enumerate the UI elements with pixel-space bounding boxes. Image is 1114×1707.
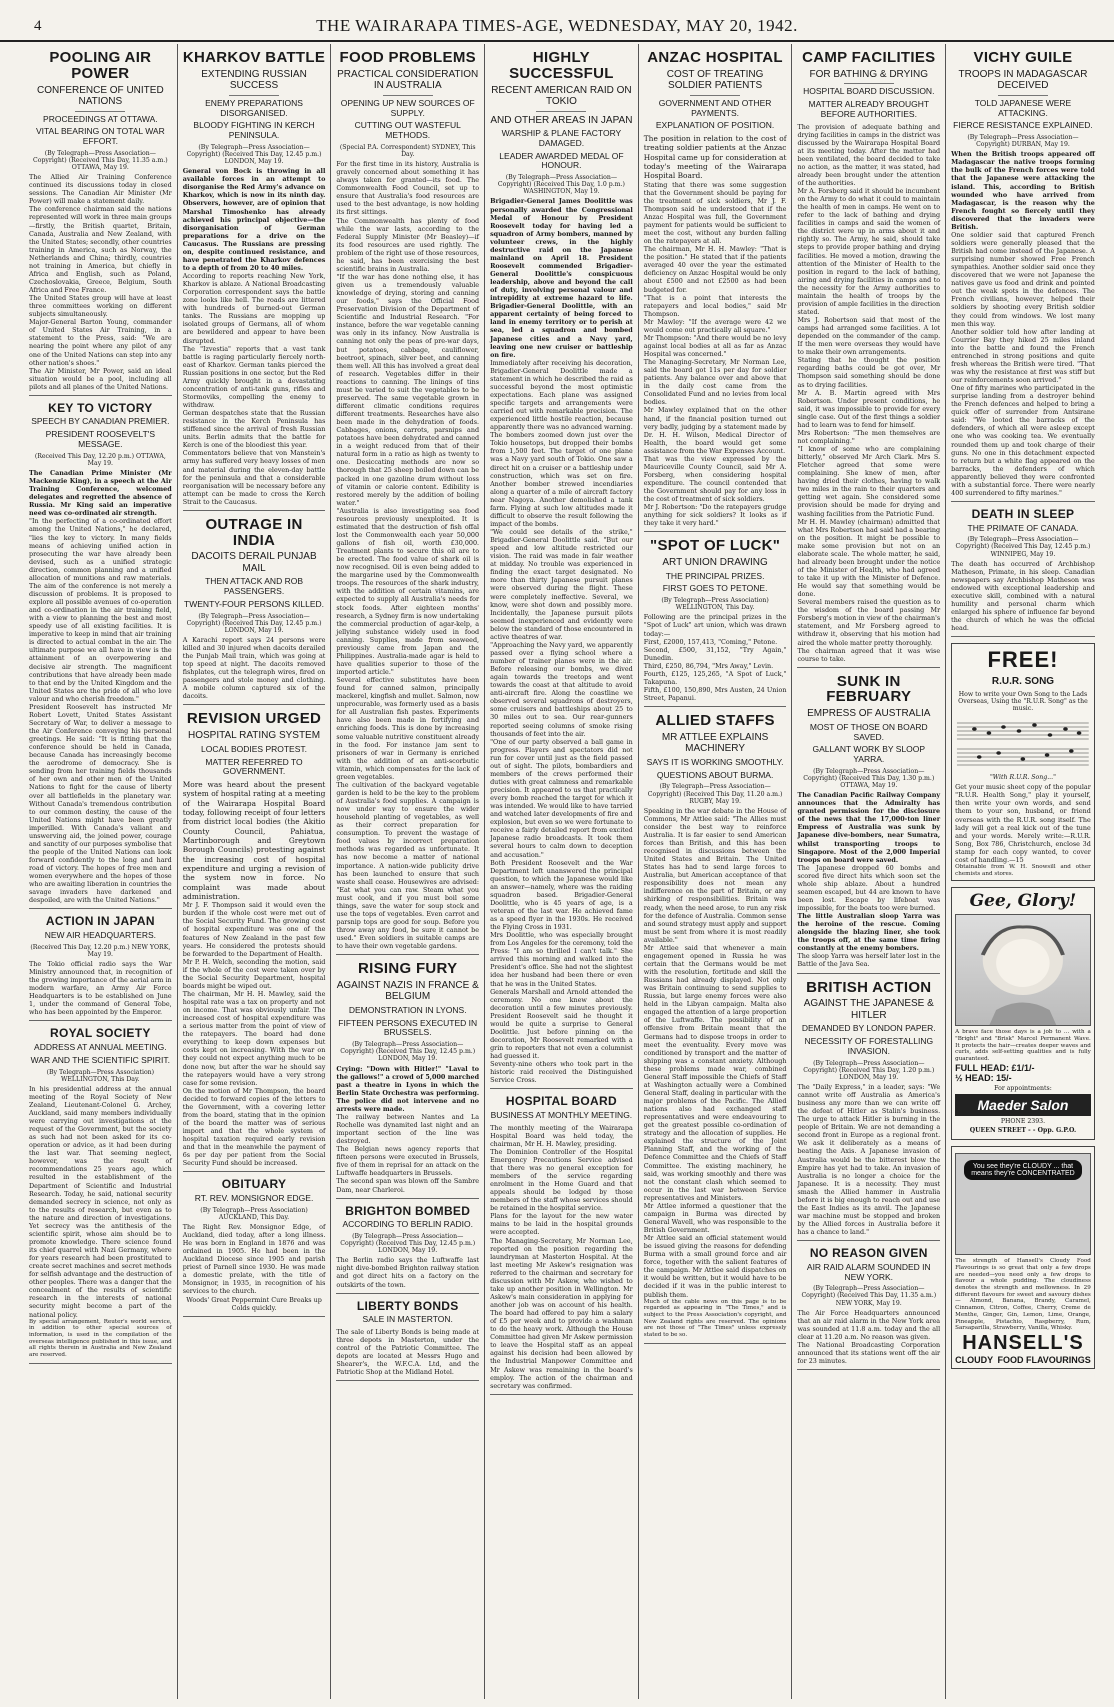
subhead: SPEECH BY CANADIAN PREMIER.: [31, 416, 170, 427]
masthead-title: THE WAIRARAPA TIMES-AGE, WEDNESDAY, MAY 20, 1942.: [316, 16, 798, 35]
subhead: SALE IN MASTERTON.: [362, 1314, 453, 1325]
subhead: LOCAL BODIES PROTEST.: [201, 743, 308, 754]
headline: FOOD PROBLEMS: [339, 49, 476, 66]
speech-bubble: You see they're CLOUDY ... that means they're CONCENTRATED: [964, 1160, 1082, 1180]
headline: RISING FURY: [358, 960, 458, 978]
paragraph: "Approaching the Navy yard, we apparently passed over a flying school where a number of trainer planes were in the air. Before releasing our bombs, we dived again towards the treetops and went towards the coast at that altitude to avoid anti-aircraft fire. Along the coastline we observed several squadrons of destroyers, some cruisers and battleships about 25 to 30 miles out to sea. Our rear-gunners reported seeing columns of smoke rising thousands of feet into the air.: [490, 640, 633, 738]
subhead: AGAINST THE JAPANESE & HITLER: [803, 998, 934, 1021]
article-pooling-air-power: [29, 50, 172, 396]
subhead: FIRST GOES TO PETONE.: [662, 583, 768, 594]
article-sunk-in-february: [797, 674, 940, 974]
paragraph: The railway between Nantes and La Rochelle was dynamited last night and an important section of the line was destroyed.: [336, 1112, 480, 1146]
woman-portrait-image: [955, 914, 1091, 1026]
paragraph: The Belgian news agency reports that fifteen persons were executed in Brussels, five of them in reprisal for an attack on the Luftwaffe headquarters in Brussels.: [336, 1145, 480, 1178]
column-2: [178, 44, 332, 1699]
dateline: (By Telegraph—Press Association—Copyright) (Received This Day, 1.30 p.m.) OTTAWA, May 19.: [803, 767, 935, 790]
paragraph: Seventy-nine others who took part in the historic raid received the Distinguished Service Cross.: [490, 1060, 633, 1085]
dateline: (By Telegraph—Press Association—Copyright) (Received This Day, 1.0 p.m.) WASHINGTON, May 19.: [497, 174, 625, 196]
paragraph: The Allied Air Training Conference continued its discussions today in closed sessions. The Canadian Air Minister (Mr Power) will make a statement daily.: [29, 173, 172, 206]
subhead: WARSHIP & PLANE FACTORY DAMAGED.: [501, 128, 622, 148]
headline: "SPOT OF LUCK": [650, 537, 781, 555]
advert-script-heading: Gee, Glory!: [969, 891, 1077, 912]
subhead: RECENT AMERICAN RAID ON TOKIO: [491, 84, 632, 107]
paragraph: Mrs Doolittle, who was especially brought from Los Angeles for the ceremony, told the Press: "I am so thrilled I can't talk." She arrived this morning and walked into the President's office. She had not the slightest idea her husband had been there or even that he was in the United States.: [490, 931, 633, 988]
paragraph: According to reports reaching New York, Kharkov is ablaze. A National Broadcasting Corporation correspondent says the battle zone looks like hell. The roads are littered with hundreds of burned-out German tanks. The Russians are mopping up isolated groups of Germans, all of whom are bewildered and appear to have been disrupted.: [182, 272, 326, 345]
paragraph: The chairman, Mr H. H. Mawley, said the hospital rate was a tax on property and not on income. That was obviously unfair. The increased cost of hospital expenditure was a serious matter from the point of view of the ratepayers. The board had done everything to keep down expenses but costs kept on increasing. With the war on they could not expect anything much to be done now, but after the war he should say the ratepayers would have a very strong case for some revision.: [182, 989, 326, 1087]
paragraph: The Berlin radio says the Luftwaffe last night dive-bombed Brighton railway station and got direct hits on a factory on the outskirts of the town.: [336, 1256, 480, 1289]
paragraph: Mrs J. Robertson said that most of the camps had arranged some facilities. A lot depended on the commander of the camp. If the men were overseas they would have to make their own arrangements.: [797, 316, 941, 357]
paragraph: The Air Minister, Mr Power, said an ideal situation would be a pool, including all pilots and all planes of the United Nations.: [29, 366, 172, 391]
paragraph: The chairman, Mr H. H. Mawley: "That is the position." He stated that if the patients averaged 40 over the year the estimated deficiency on Anzac Hospital would be only about £500 and not £2500 as had been budgeted for.: [643, 245, 787, 294]
article-spot-of-luck: [644, 538, 787, 707]
prize-line: Second, £500, 31,152, "Try Again," Dunedin.: [643, 645, 787, 662]
paragraph: Stating that he thought the position regarding baths could be got over, Mr Thompson said something should be done as to drying facilities.: [797, 356, 941, 389]
paragraph: The Right Rev. Monsignor Edge, of Auckland, died today, after a long illness. He was born in England in 1876 and was ordained in 1905. He had been in the Auckland Diocese since 1905 and parish priest of Parnell since 1930. He was made a domestic prelate, with the title of Monsignor, in 1935, in recognition of his services to the church.: [182, 1222, 326, 1296]
paragraph: The cultivation of the backyard vegetable garden is held to be the key to the problem of Australia's food supplies. A campaign is now under way to ensure the wider household planting of vegetables, as well as their correct preparation for consumption. To prevent the wastage of food values by incorrect preparation methods was regarded as unfortunate. It has now become a matter of national importance. A nation-wide publicity drive has been launched to ensure that such waste shall cease. Housewives are advised: "Eat what you can raw. Steam what you must cook, and if you must boil some things, save the water for soup stock and use the tops of vegetables. Even carrot and parsnip tops are good for soup. Before you throw away any food, be sure it cannot be used." Even soldiers in suitable camps are to have their own vegetable gardens.: [336, 780, 480, 951]
subhead: HOSPITAL RATING SYSTEM: [188, 730, 321, 742]
headline: HIGHLY SUCCESSFUL: [509, 49, 614, 82]
dateline: (Special P.A. Correspondent) SYDNEY, This Day.: [339, 143, 476, 158]
prize-line: Third, £250, 86,794, "Mrs Away," Levin.: [643, 661, 774, 670]
paragraph: Mr Mawley explained that on the other hand, if the financial position turned out very badly, judging by a statement made by Dr. H. H. Wilson, Medical Director of Health, the board would get some assistance from the War Expenses Account.: [643, 406, 787, 455]
article-rising-fury: [336, 961, 479, 1198]
paragraph: The sloop Yarra was herself later lost in the Battle of the Java Sea.: [797, 952, 941, 969]
article-liberty-bonds: [336, 1300, 479, 1382]
paragraph: The Managing-Secretary, Mr Norman Lee, reported on the position regarding the laundryman at Masterton Hospital. At the last meeting Mr Askew's resignation was referred to the chairman and secretary for discussion with Mr Askew, who wished to take up another position in Wellington. Mr Askew's main consideration in applying for another job was on account of his health. The board had offered to pay him a salary of £5 per week and to provide a washman to do the heavy work. Although the House Committee had given Mr Askew permission to leave the Hospital staff as an appeal against his decision had been allowed by the Industrial Manpower Committee and Mr Askew was remaining in the board's employ. The action of the chairman and secretary was confirmed.: [490, 1236, 633, 1390]
paragraph: The Canadian Prime Minister (Mr Mackenzie King), in a speech at the Air Training Conference, welcomed delegates and regretted the absence of Russia. Mr King said an imperative need was co-ordinated air strength.: [29, 469, 172, 518]
brand-tag-flavourings: FOOD FLAVOURINGS: [997, 1354, 1091, 1365]
paragraph: Another soldier told how after landing at Courrier Bay they hiked 25 miles inland into the battle and found the French entrenched in strong positions and quite fresh whereas the British were tired. "That was why the resistance at first was stiff but our reinforcements soon arrived.": [951, 327, 1095, 385]
salon-phone: PHONE 2393.: [1000, 1117, 1046, 1125]
paragraph: That was the view expressed by the Mauriceville County Council, said Mr A. Forsberg, when considering hospital expenditure. The council contended that the Government should pay for any loss in the cost of treatment of sick soldiers.: [643, 454, 787, 504]
paragraph: Mr Mawley: "If the average were 42 we would come out practically all square.": [643, 317, 787, 334]
subhead: EXTENDING RUSSIAN SUCCESS: [201, 68, 307, 92]
prize-line: Fourth, £125, 125,265, "A Spot of Luck," Takapuna.: [643, 669, 787, 686]
paragraph: The conference chairman said the nations represented will work in three main groups—firstly, the British quartet, Britain, Canada, Australia and New Zealand, with the United States; secondly, other countries training in America, such as Norway, the Netherlands and China; thirdly, countries not training in America, but chiefly in Africa and English, such as Poland, Czechoslovakia, Greece, Belgium, South Africa and Free France.: [29, 205, 172, 295]
dateline: (By Telegraph—Press Association—Copyright) (Received This Day, 12.45 p.m.) WINNIPEG, May 19.: [955, 536, 1091, 558]
headline: POOLING AIR POWER: [49, 49, 152, 82]
headline: BRIGHTON BOMBED: [345, 1203, 471, 1218]
paragraph: The United States group will have at least three committees working on different subjects simultaneously.: [29, 294, 172, 319]
paragraph: "That is a point that interests the ratepayers and local bodies," said Mr Thompson.: [643, 293, 787, 318]
subhead: ART UNION DRAWING: [662, 557, 768, 569]
paragraph: The National Broadcasting Corporation announced that its stations went off the air for 23 minutes.: [797, 1340, 941, 1366]
subhead: TROOPS IN MADAGASCAR DECEIVED: [958, 68, 1088, 92]
article-outrage-in-india: [183, 517, 326, 706]
article-allied-staffs: [644, 713, 787, 1344]
subhead: ACCORDING TO BERLIN RADIO.: [342, 1219, 473, 1230]
headline: KEY TO VICTORY: [48, 400, 153, 415]
headline: OBITUARY: [221, 1177, 287, 1192]
paragraph: The chairman agreed that it was wise course to take.: [797, 646, 941, 663]
advert-maeder-salon: [951, 887, 1095, 1140]
paragraph: Plans for the layout for the new water mains to be laid in the hospital grounds were accepted.: [490, 1212, 633, 1237]
headline: ACTION IN JAPAN: [45, 914, 155, 929]
article-anzac-hospital: [644, 50, 787, 532]
salon-name: Maeder Salon: [955, 1094, 1091, 1116]
article-death-in-sleep: [951, 508, 1095, 637]
paragraph: For the first time in its history, Australia is gravely concerned about something it has always taken for granted—its food. The Commonwealth Food Council, set up to ensure that Australia's food resources are used to the best advantage, is now holding its first sittings.: [336, 160, 480, 217]
paragraph: "In the perfecting of a co-ordinated effort among the United Nations," he declared, "lies the key to victory. In many fields means of achieving unified action in prosecuting the war have already been devised, such as a unified strategic direction, common planning and a unified allocation of munitions and raw materials. The aim of the conference is not merely a discussion of problems. It is proposed to explore all possible avenues of co-operation and co-ordination in the air training field, with a view to planning the best and most speedy use of all existing facilities. It is imperative to keep in mind that air training is directed to actual combat in the air. The ultimate purpose we all have in view is the attainment of an overpowering and decisive air strength. The magnificent contributions that have already been made to that end by the United Kingdom and the United States are the pride of all who love valour and who cherish freedom.": [29, 517, 172, 703]
article-food-problems: [336, 50, 479, 955]
dateline: (Received This Day, 12.20 p.m.) OTTAWA, May 19.: [34, 452, 166, 467]
column-3: [331, 44, 485, 1699]
subhead: QUESTIONS ABOUT BURMA.: [656, 769, 774, 780]
article-no-reason-given: [797, 1247, 940, 1370]
subhead: MATTER ALREADY BROUGHT BEFORE AUTHORITIES.: [808, 99, 930, 119]
subhead: EXPLANATION OF POSITION.: [655, 120, 775, 131]
prize-line: Fifth, £100, 150,890, Mrs Austen, 24 Union Street, Papanui.: [643, 685, 787, 703]
advert-note: For appointments:: [994, 1084, 1052, 1092]
subhead: TOLD JAPANESE WERE ATTACKING.: [974, 97, 1072, 118]
paragraph: The second span was blown off the Sambre Dam, near Charleroi.: [336, 1177, 480, 1194]
headline: BRITISH ACTION: [806, 978, 932, 996]
dateline: (By Telegraph—Press Association—Copyright) (Received This Day, 1.20 p.m.) LONDON, May 19.: [803, 1059, 935, 1081]
cook-illustration-image: [955, 1153, 1091, 1255]
subhead: CONFERENCE OF UNITED NATIONS: [37, 84, 164, 107]
paragraph: "Australia is also investigating sea food resources previously unexploited. It is estimated that the destruction of fish offal lost the Commonwealth each year 50,000 gallons of fish oil, worth £30,000. Treatment plants to secure this oil are to be erected. The food value of shark oil is now recognised. Oil is even being added to the margarine used by the Commonwealth troops. The resources of the shark industry, with the addition of certain vitamins, are expected to supply all Australia's needs for stock foods. After eighteen months' research, a Sydney firm is now undertaking the commercial production of agar-kelp, a jellying substance widely used in food canning. Supplies, made from seaweed, previously came from Japan and the Philippines. Australia-made agar is held to have qualities superior to those of the imported article.": [336, 506, 480, 676]
paragraph: On the motion of Mr Thompson, the board decided to forward copies of the letters to the Government, with a covering letter from the board, stating that in the opinion of the board the matter was of serious import and that the whole system of hospital taxation required early revision and that in the meanwhile the payment of 6s per day per patient from the Social Security Fund should be increased.: [182, 1086, 326, 1168]
subhead: FIFTEEN PERSONS EXECUTED IN BRUSSELS.: [338, 1017, 478, 1038]
price-half: ½ HEAD: 15/-: [955, 1072, 1012, 1083]
paragraph: "One of our party observed a ball game in progress. Players and spectators did not run for cover until just as the field passed out of sight. The pilots, bombardiers and members of the crews performed their duties with great calmness and remarkable precision. It appeared to us that practically every bomb reached the target for which it was intended. We would like to have tarried and watched later developments of fire and explosion, but even so we were fortunate to receive a fairly detailed report from excited Japanese radio broadcasts. It took them several hours to calm down to deception and accusation.": [490, 737, 633, 859]
paragraph: Immediately after receiving his decoration, Brigadier-General Doolittle made a statement in which he described the raid as successful beyond the most optimistic expectations. Each plane was assigned specific targets and arrangements were carried out with remarkable precision. The experienced little hostile reaction, because apparently there was no advanced warning. The bombers zoomed down just over the Tokio housetops, but dropped their bombs from 1,500 feet. The target of one plane was a Navy yard south of Tokio. One saw a direct hit on a cruiser or a battleship under construction, which was set on fire. Another bomber strewed incendiaries along a quarter of a mile of aircraft factory near Nagoya. Another demolished a tank farm. Flying at such low altitudes made it difficult to observe the result following the impact of the bombs.: [490, 358, 633, 528]
column-5: [639, 44, 793, 1699]
paragraph: "We could see details of the strike," Brigadier-General Doolittle said. "But our speed and low altitude restricted our vision. The raid was made in fair weather at midday. No trouble was experienced in finding the exact target designated. No more than thirty Japanese pursuit planes were observed during the flight. These were completely ineffective. Several, we know, were shot down and possibly more. Incidentally, the Japanese pursuit pilots seemed inexperienced and evidently were below the standard of those encountered in active theatres of war.: [490, 528, 633, 641]
paragraph: The sale of Liberty Bonds is being made at three depots in Masterton, under the control of the Patriotic Committee. The depots are located at Messrs Hugo and Shearer's, the W.F.C.A. Ltd, and the Patriotic Shop at the Midland Hotel.: [336, 1327, 480, 1377]
paragraph: Mr A. Forsberg said it should be incumbent on the Army to do what it could to maintain the health of men in camps. He went on to refer to the lack of bathing and drying facilities in camps and said the women of the district were up in arms about it and rightly so. The Army, he said, should take steps to provide proper bathing and drying facilities. He moved a motion, drawing the attention of the Minister of Health to the position in regard to the lack of bathing, airing and drying facilities in camps and to the necessity for the Army authorities to maintain the health of troops by the provision of ample facilities in the direction stated.: [797, 187, 941, 316]
paragraph: One of fifty marines who participated in the surprise landing from a destroyer behind the French defences and helped to bring a quick offer of surrender from Antsirane said: "We looted the barracks of the defenders, of which all were asleep except one who was cooking tea. We eventually rounded them up and took charge of their guns. No one in this detachment expected to return but a white flag appeared on the barracks, the defenders of which apparently believed they were confronted with a substantial force. There were nearly 400 surrendered to fifty marines.": [951, 384, 1095, 497]
paragraph: Brigadier-General James Doolittle was personally awarded the Congressional Medal of Honour by President Roosevelt today for having led a squadron of Army bombers, manned by volunteer crews, in the highly destructive raid on the Japanese mainland on April 18. President Roosevelt commended Brigadier-General Doolittle's conspicuous leadership, above and beyond the call of duty, involving personal valour and intrepidity at extreme hazard to life. Brigadier-General Doolittle, with an apparent certainty of being forced to land in enemy territory or to perish at sea, led a squadron and bombed Japanese cities and a Navy yard, leaving one new cruiser or battleship on fire.: [490, 197, 633, 359]
paragraph: Major-General Barton Young, commander of United States Air Training, in a statement to the Press, said: "We are nearing the point where any pilot of any one of the United Nations can step into any other nation's shoes.": [29, 318, 172, 367]
headline: ANZAC HOSPITAL: [647, 49, 783, 66]
paragraph: "I know of some who are complaining bitterly," observed Mr Arch Clark. Mrs S. Fletcher agreed that some were complaining. She knew of men, after having dried their clothes, having to walk two miles in the rain to their quarters and getting wet again. She considered some provision should be made for drying and washing facilities from the Patriotic Fund.: [797, 445, 941, 518]
subhead: NEW AIR HEADQUARTERS.: [44, 929, 156, 940]
subhead: THE PRIMATE OF CANADA.: [967, 522, 1079, 533]
subhead: ADDRESS AT ANNUAL MEETING.: [34, 1042, 167, 1053]
subhead: DACOITS DERAIL PUNJAB MAIL: [191, 551, 317, 574]
brand-tag-cloudy: CLOUDY: [955, 1354, 994, 1365]
paragraph: Mr A. B. Martin agreed with Mrs Robertson. Under present conditions, he said, it was impossible to provide for every single case. Out of the first things a soldier had to learn was to fend for himself.: [797, 388, 941, 429]
headline: KHARKOV BATTLE: [182, 49, 326, 66]
subhead: AGAINST NAZIS IN FRANCE & BELGIUM: [336, 979, 479, 1003]
paragraph: Stating that there was some suggestion that the Government should be paying for the treatment of sick soldiers, Mr J. F. Thompson said he understood that if the Anzac Hospital was full, the Government payment for patients would be sufficient to meet the cost, without any burden falling on the ratepayers at all.: [643, 180, 787, 246]
subhead: HOSPITAL BOARD DISCUSSION.: [803, 86, 935, 97]
paragraph: Speaking in the war debate in the House of Commons, Mr Attlee said: "The Allies must consider the best way to reinforce Australia. It is far easier to send American forces than British, and this has been recognised in discussions between the United States and Britain. The United States has had to send large forces to Australia, but American acceptance of that responsibility does not mean any indifference on the part of Britain, or any shirking of responsibilities. Britain was ready, when the need arose, to run any risk for the defence of Australia. Common sense and sound strategy must apply and support must be sent from where it is most readily available.": [643, 806, 787, 944]
dateline: (By Telegraph—Press Association—Copyright) (Received This Day, 11.35 a.m.) NEW YORK, May 19.: [801, 1285, 937, 1307]
subhead: GOVERNMENT AND OTHER PAYMENTS.: [658, 97, 772, 118]
price-full: FULL HEAD: £1/1/-: [955, 1062, 1035, 1073]
subhead: DEMANDED BY LONDON PAPER.: [801, 1023, 936, 1034]
subhead: PRESIDENT ROOSEVELT'S MESSAGE.: [45, 429, 156, 449]
headline: DEATH IN SLEEP: [971, 506, 1075, 521]
paragraph: Mr Attlee informed a questioner that the campaign in Burma was directed by General Wavell, who was responsible to the British Government.: [643, 1201, 787, 1234]
paragraph: When the British troops appeared off Madagascar the native troops forming the bulk of the French forces were told that the Japanese were attacking the island. This, according to British wounded who have arrived from Madagascar, is the reason why the French fought so fiercely until they discovered that the invaders were British.: [951, 150, 1095, 231]
advert-title: FREE!: [987, 647, 1059, 673]
headline: NO REASON GIVEN: [809, 1246, 928, 1261]
paragraph: The monthly meeting of the Wairarapa Hospital Board was held today, the chairman, Mr H. H. Mawley, presiding.: [490, 1123, 633, 1148]
brand-name: HANSELL'S: [962, 1331, 1084, 1354]
headline: HOSPITAL BOARD: [505, 1094, 617, 1109]
paragraph: General von Bock is throwing in all available forces in an attempt to disorganise the Red Army's advance on Kharkov, which is now in its ninth day. Observers, however, are of opinion that Marshal Timoshenko has already achieved his principal objective—the disorganisation of German preparations for a drive on the Caucasus. The Russians are pressing on, despite continued resistance, and have penetrated the Kharkov defences to a depth of from 20 to 40 miles.: [182, 167, 326, 272]
advert-line: Woods' Great Peppermint Cure Breaks up Colds quickly.: [186, 1295, 322, 1312]
paragraph: Mr H. H. Mawley (chairman) admitted that what Mrs Robertson had said had a bearing on the position. It might be possible to make some provision but not on an elaborate scale. The whole matter, he said, had already been brought under the notice of the Minister of Health, who had agreed to take it up with the Minister of Defence. He would say that something would be done.: [797, 517, 941, 599]
subhead: FIERCE RESISTANCE EXPLAINED.: [953, 120, 1093, 131]
subhead: ENEMY PREPARATIONS DISORGANISED.: [205, 97, 303, 118]
subhead: WAR AND THE SCIENTIFIC SPIRIT.: [30, 1054, 170, 1065]
paragraph: The "Daily Express," in a leader, says: "We cannot write off Australia as America's business any more than we can write off the defeat of Hitler as Stalin's business. The urge to attack Hitler is burning in the people of Britain. We are not demanding a second front in Europe as a regional front. We ask it deliberately as a means of beating the Axis. A Japanese invasion of Australia would be the bitterest blow the Empire has yet had to take. An invasion of Australia is no longer a choice for the Japanese. It is a necessity. They must smash the Allied hammer in Australia before it is big enough to reach out and use the East Indies as its anvil. The Japanese war machine must be stopped and broken by the Allied forces in Australia before it has a chance to land.": [797, 1082, 941, 1237]
article-camp-facilities: [797, 50, 940, 668]
subhead: THE PRINCIPAL PRIZES.: [665, 570, 765, 581]
paragraph: Mr J. Robertson: "Do the ratepayers grudge anything for sick soldiers? It looks as if they take it very hard.": [643, 503, 787, 528]
paragraph: The Commonwealth has plenty of food while the war lasts, according to the Federal Supply Minister (Mr Beasley)—if its food resources are used rightly. The problem of the right use of those resources, he said, has been exercising the best scientific brains in Australia.: [336, 216, 480, 273]
page-number: 4: [34, 18, 42, 34]
subhead: AIR RAID ALARM SOUNDED IN NEW YORK.: [806, 1261, 931, 1282]
article-key-to-victory: [29, 402, 172, 910]
paragraph: The Managing-Secretary, Mr Norman Lee, said the board got 11s per day for soldier patients. Any balance over and above that in the daily cost came from the Consolidated Fund and no levies from local bodies.: [643, 358, 787, 407]
subhead: COST OF TREATING SOLDIER PATIENTS: [666, 68, 764, 92]
footnote: By special arrangement, Reuter's world service, in addition to other special sources of information, is used in the compilation of the overseas intelligence published in this issue, and all rights therein in Australia and New Zealand are reserved.: [29, 1318, 172, 1359]
article-revision-urged: [183, 711, 326, 1172]
paragraph: The Canadian Pacific Railway Company announces that the Admiralty has granted permission for the disclosure of the news that the 17,000-ton liner Empress of Australia was sunk by Japanese dive-bombers, near Sumatra, whilst transporting troops to Singapore. Most of the 2,000 Imperial troops on board were saved.: [797, 791, 941, 864]
music-staff-image: [955, 715, 1091, 771]
headline: LIBERTY BONDS: [356, 1298, 459, 1313]
headline: OUTRAGE IN INDIA: [205, 515, 303, 549]
subhead: MATTER REFERRED TO GOVERNMENT.: [205, 756, 303, 777]
subhead: LEADER AWARDED MEDAL OF HONOUR.: [499, 150, 624, 171]
masthead: [0, 0, 1114, 42]
music-caption: "With R.U.R. Song...": [989, 774, 1056, 782]
column-4: [485, 44, 639, 1699]
paragraph: Following are the principal prizes in the "Spot of Luck" art union, which was drawn today:—: [643, 613, 787, 638]
dateline: (By Telegraph—Press Association—Copyright) (Received This Day, 12.45 p.m.) LONDON, May 19.: [186, 143, 322, 166]
paragraph: One soldier said that captured French soldiers were generally pleased that the British had come instead of the Japanese. A surprising number showed Free French sympathies. Another soldier said once they discovered that we were not Japanese the natives gave us food and drink and pointed out the weak spots in the defences. The French civilians, however, helped their soldiers by shooting every British soldier they could from windows. We lost many men this way.: [951, 230, 1095, 328]
paragraph: The Air Force Headquarters announced that an air raid alarm in the New York area was sounded at 11.8 a.m. today and the all clear at 11.20 a.m. No reason was given.: [797, 1308, 941, 1341]
dateline: (By Telegraph—Press Association) WELLINGTON, This Day.: [661, 597, 769, 612]
paragraph: In his presidential address at the annual meeting of the Royal Society of New Zealand, Lieutenant-Colonel G. Archey, Auckland, said many members individually were carrying out investigations at the request of the Government, but the society as such had not been asked for its co-operation or advice, as it had been during the last war. That seeming neglect, however, was the result of recommendations 25 years ago, which resulted in the establishment of the Department of Scientific and Industrial Research. Today, he said, national security demanded secrecy in science, not only as to the results of research, but even as to the nature and direction of investigations. Yet secrecy was the antithesis of the scientific spirit, whose aim should be to promote knowledge. There science found its chief quarrel with Nazi Germany, where for years research had been prostituted to create secret machines and secret methods for selfish advantage and the destruction of other peoples. There was a danger that the concealment of the results of scientific research in the interests of national security might become a part of the national policy.: [29, 1084, 172, 1319]
subhead: PROCEEDINGS AT OTTAWA.: [43, 113, 158, 124]
article-action-in-japan: [29, 915, 172, 1021]
column-1: [24, 44, 178, 1699]
paragraph: President Roosevelt has instructed Mr Robert Lovett, United States Assistant Secretary of War, to deliver a message to the Air Conference conveying his personal greetings. He said: "It is fitting that the conference should be held in Canada, because Canada has increasingly become the aerodrome of democracy. She is sending from her training fields thousands of her own and other men of the United Nations to fight for the cause of liberty over all battlefields in the planetary war. Without Canada's tremendous contribution to our common destiny, the cause of the United Nations might have been greatly imperilled. With Canada's valiant and unswerving aid, the joined power, courage and sanctity of our purposes symbolise that the people of the United Nations can look forward confidently to the long and hard road of victory. The hopes of free men and women everywhere and the hopes of those who are awaiting liberation in countries the savage invaders have darkened and despoiled, are with the United Nations.": [29, 702, 172, 905]
article-highly-successful: [490, 50, 633, 1089]
article-vichy-guile: [951, 50, 1095, 502]
paragraph: A Karachi report says 24 persons were killed and 30 injured when dacoits derailed the Punjab Mail train, which was going at top speed at night. The dacoits removed fishplates, cut the telegraph wires, fired on passengers and stole money and clothing. A mobile column captured six of the dacoits.: [182, 635, 326, 701]
paragraph: The Tokio official radio says the War Ministry announced that, in recognition of the growing importance of the aerial arm in modern warfare, an Army Air Force Headquarters is to be established on June 1, under the command of General Tobe, who has been appointed by the Emperor.: [29, 959, 172, 1017]
subhead: TWENTY-FOUR PERSONS KILLED.: [184, 598, 325, 609]
subhead: RT. REV. MONSIGNOR EDGE.: [194, 1192, 314, 1203]
dateline: (By Telegraph—Press Association) AUCKLAND, This Day.: [200, 1206, 308, 1221]
article-kharkov-battle: [183, 50, 326, 511]
paragraph: The Japanese dropped 60 bombs and scored five direct hits which soon set the whole ship ablaze. About a hundred seamen escaped, but 44 are known to have been lost. Escape by lifeboat was impossible, for the boats too were burned.: [797, 863, 941, 913]
dateline: (By Telegraph—Press Association—Copyright) (Received This Day, 12.45 p.m.) LONDON, May 19.: [340, 1041, 476, 1063]
dateline: (By Telegraph—Press Association—Copyright) DURBAN, May 19.: [967, 134, 1079, 149]
article-royal-society: [29, 1027, 172, 1363]
paragraph: The position in relation to the cost of treating soldier patients at the Anzac Hospital came up for consideration at today's meeting of the Wairarapa Hospital Board.: [643, 134, 787, 181]
column-7: [946, 44, 1100, 1699]
dateline: (By Telegraph—Press Association) WELLINGTON, This Day.: [46, 1068, 155, 1083]
dateline: (By Telegraph—Press Association—Copyright) (Received This Day, 12.45 p.m.) LONDON, May 19.: [340, 1232, 476, 1255]
headline: VICHY GUILE: [973, 49, 1073, 66]
subhead: VITAL BEARING ON TOTAL WAR EFFORT.: [35, 126, 165, 147]
paragraph: The "Izvestia" reports that a vast tank battle is raging particularly fiercely north-east of Kharkov. German tanks pierced the Russian positions in one sector, but the Red Army quickly brought in a devastating concentration of anti-tank guns, rifles and Stormoviks, compelling the enemy to withdraw.: [182, 344, 326, 409]
salon-address: QUEEN STREET - - Opp. G.P.O.: [969, 1127, 1077, 1135]
paragraph: Mr Attlee said that whenever a main engagement opened in Russia he was certain that the Germans would be met with the resolution, fortitude and skill the Russians had already displayed. Not only was Britain continuing to send supplies to Russia, but large enemy forces were also held in the Libyan campaign. Malta also engaged the attention of a large proportion of the Luftwaffe. The possibility of an offensive from Britain meant that the Germans had to dispose troops in order to meet the eventuality. Every move was conditioned by transport and the matter of shipping was a constant anxiety. Although these problems made war, combined General Staff impossible the Chiefs of Staff at Washington actually were a Combined General Staff, dealing in particular with the major problems of the Pacific. The Allied nations also had exchanged staff representatives and were endeavouring to get the greatest possible co-ordination of strategy and the allocation of supplies. He explained the structure of the Joint Planning Staff, and the working of the Defence Committee and the Chiefs of Staff Committee. The existing machinery, he said, was working smoothly and there was not the constant clash which seemed to occur in the last war between Service representatives and Ministers.: [643, 943, 787, 1202]
columns: [24, 44, 1100, 1699]
dateline: (By Telegraph—Press Association—Copyright) (Received This Day, 12.45 p.m.) LONDON, May 19.: [186, 612, 322, 634]
advert-footer: Obtainable from W. H. Snowsill and other chemists and stores.: [955, 863, 1091, 877]
subhead: BLOODY FIGHTING IN KERCH PENINSULA.: [193, 120, 315, 141]
advert-body: Get your music sheet copy of the popular "R.U.R. Health Song," play it yourself, then write your own words, and send them to your son, husband, or friend overseas with the R.U.R. song itself. The lady will get a real kick out of the tune and your words. Merely write:—R.U.R. Song, Box 786, Christchurch, enclose 3d stamp for each copy wanted, to cover cost of handling.—15: [955, 783, 1091, 864]
paragraph: More was heard about the present system of hospital rating at a meeting of the Wairarapa Hospital Board today, following receipt of four letters from district local bodies (the Akitio County Council, Pahiatua, Martinborough and Greytown Borough Councils) protesting against the increasing cost of hospital expenditure and urging a revision of the system now in force. No complaint was made about administration.: [182, 780, 326, 901]
paragraph: Mr J. F. Thompson said it would even the burden if the whole cost were met out of the Social Security Fund. The growing cost of hospital expenditure was one of the features of New Zealand in the past few years. He considered the protests should be forwarded to the Department of Health.: [182, 901, 326, 958]
subhead: SAYS IT IS WORKING SMOOTHLY.: [646, 756, 784, 767]
subhead: OPENING UP NEW SOURCES OF SUPPLY.: [340, 97, 475, 118]
paragraph: German despatches state that the Russian resistance in the Kerch Peninsula has stiffened since the arrival of fresh Russian units. Berlin admits that the battle for Kerch is one of the bloodiest this year.: [182, 409, 326, 450]
subhead: AND OTHER AREAS IN JAPAN: [490, 114, 633, 126]
headline: CAMP FACILITIES: [802, 49, 936, 66]
paragraph: Several effective substitutes have been found for canned salmon, principally mackerel, kingfish and mullet. Salmon, now unprocurable, was formerly used as a basis for all Australian fish pastes. Experiments have also been made in fortifying and enriching foods. This is done by increasing some valuable nutritive constituent already in the food. For instance jam sent to prisoners of war in Germany is enriched with the addition of an anti-scorbutic vitamin, which compensates for the lack of green vegetables.: [336, 676, 480, 781]
article-hospital-board: [490, 1095, 633, 1394]
article-british-action: [797, 980, 940, 1242]
advert-line: How to write your Own Song to the Lads Overseas, Using the "R.U.R. Song" as the music.: [958, 690, 1088, 713]
advert-body: The strength of Hansell's Cloudy Food Flavourings is so great that only a few drops are needed—you need only a few drops to flavour a whole pudding. The cloudiness denotes the strength and mellowness. In 29 different flavours for sweet and savoury dishes — Almond, Banana, Brandy, Caramel, Cinnamon, Citron, Coffee, Cherry, Creme de Menthe, Ginger, Gin, Lemon, Lime, Orange, Pineapple, Pistachio, Raspberry, Rum, Sarsaparilla, Strawberry, Vanilla, Whisky.: [955, 1258, 1091, 1332]
paragraph: Both President Roosevelt and the War Department left unanswered the principal question, to which the Japanese would like an answer—namely, where was the raiding squadron based. Brigadier-General Doolittle, who is 45 years of age, is a veteran of the last war. He achieved fame as a speed flyer in the 1930s. He received the Flying Cross in 1931.: [490, 858, 633, 932]
subhead: GALLANT WORK BY SLOOP YARRA.: [812, 744, 926, 765]
subhead: BUSINESS AT MONTHLY MEETING.: [490, 1109, 633, 1120]
advert-hansells: [951, 1146, 1095, 1369]
advert-body: A brave face those days is a job to ... with a "Bright" and "Brisk" Marcel Permanent Wave. It protects the hair—creates deeper waves and curls, adds self-setting qualities and is fully guaranteed.: [955, 1029, 1091, 1063]
advert-rur-song: [951, 643, 1095, 881]
article-obituary: [183, 1178, 326, 1316]
subhead: CUTTING OUT WASTEFUL METHODS.: [354, 120, 461, 141]
paragraph: Mrs Robertson: "The men themselves are not complaining.": [797, 428, 941, 445]
paragraph: Mr P. H. Welch, seconding the motion, said if the whole of the cost were taken over by the Social Security Department, hospital boards might be wiped out.: [182, 957, 326, 990]
paragraph: The little Australian sloop Yarra was the heroine of the rescue. Coming alongside the blazing liner, she took the troops off, at the same time firing constantly at the enemy bombers.: [797, 912, 941, 953]
paragraph: The Dominion Controller of the Hospital Emergency Precautions Service advised that there was no general exception for members of the service regarding enrolment in the Home Guard and that appeals should be lodged by those members of the staff whose services should be retained in the hospital service.: [490, 1147, 633, 1213]
paragraph: Mr Thompson: "And there would be no levy against local bodies at all as far as Anzac Hospital was concerned.": [643, 333, 787, 358]
subhead: NECESSITY OF FORESTALLING INVASION.: [804, 1036, 934, 1056]
subhead: MOST OF THOSE ON BOARD SAVED.: [809, 721, 928, 742]
subhead: EMPRESS OF AUSTRALIA: [807, 708, 931, 720]
headline: SUNK IN FEBRUARY: [826, 672, 912, 706]
advert-subtitle: R.U.R. SONG: [991, 676, 1055, 688]
paragraph: Several members raised the question as to the wisdom of the board passing Mr Forsberg's motion in view of the chairman's statement, and Mr Forsberg agreed to withdraw it, observing that his motion had aired the whole matter pretty thoroughly.: [797, 598, 941, 647]
column-6: [792, 44, 946, 1699]
subhead: PRACTICAL CONSIDERATION IN AUSTRALIA: [337, 68, 479, 92]
subhead: DEMONSTRATION IN LYONS.: [348, 1004, 467, 1015]
headline: ALLIED STAFFS: [655, 712, 775, 730]
dateline: (Received This Day, 12.20 p.m.) NEW YORK, May 19.: [30, 943, 171, 958]
paragraph: The provision of adequate bathing and drying facilities in camps in the district was discussed by the Wairarapa Hospital Board at its meeting today. After the matter had been ventilated, the board decided to take no action, as the matter, it was stated, had already been brought under the attention of the authorities.: [797, 122, 941, 187]
article-brighton-bombed: [336, 1205, 479, 1294]
dateline: (By Telegraph—Press Association—Copyright) (Received This Day, 11.20 a.m.) RUGBY, May 19.: [647, 783, 783, 805]
paragraph: Crying: "Down with Hitler!" "Laval to the gallows!" a crowd of 5,000 marched past a theatre in Lyons in which the Berlin State Orchestra was performing. The police did not intervene and no arrests were made.: [336, 1064, 480, 1113]
subhead: FOR BATHING & DRYING: [809, 68, 929, 80]
prize-line: First, £2000, 157,413, "Coming," Petone.: [643, 637, 778, 646]
subhead: MR ATTLEE EXPLAINS MACHINERY: [661, 731, 769, 755]
subhead: THEN ATTACK AND ROB PASSENGERS.: [205, 576, 303, 597]
paragraph: "If the war has done nothing else, it has given us a tremendously valuable knowledge of drying, storing and canning our foods," says the Official Food Preservation Division of the Department of Scientific and Industrial Research. "For instance, before the war vegetable canning was only in its infancy. Now Australia is canning not only the peas of pre-war days, but potatoes, cabbage, cauliflower, beetroot, spinach, silver beet, and canning them well. All this has involved a great deal of research. Vegetables differ in their reactions to canning. The linings of tins must be varied to suit the vegetables to be preserved. The same vegetable grown in different climatic conditions requires different treatments. Researches have also been made in the dehydration of foods. Cabbages, onions, carrots, parsnips and potatoes have been dehydrated and canned in a weight reduced from that of their natural form in a ratio as high as twenty to one. Desiccating methods are now so thorough that 25 sheep boiled down can be packed in one gazoline drum without loss of vitamin or calorie content. Edibility is restored merely by the addition of boiling water.": [336, 272, 480, 507]
paragraph: Mr Attlee said an official statement would be issued giving the reasons for defending Burma with a small ground force and air force, together with the salient features of the campaign. Mr Attlee said dispatches on it would be written, but it would have to be decided if it was in the public interest to publish them.: [643, 1234, 787, 1299]
paragraph: The death has occurred of Archbishop Matheson, Primate, in his sleep. Canadian newspapers say Archbishop Matheson was endowed with exceptional leadership and executive skill, combined with a natural humility and personal charm which enlarged his sphere of influence far beyond the church of which he was the official head.: [951, 559, 1095, 633]
paragraph: Generals Marshall and Arnold attended the ceremony. No one knew about the decoration until a few minutes previously. President Roosevelt said he thought it would be quite a surprise to General Doolittle. Just before pinning on the decoration, Mr Roosevelt remarked with a grin to reporters that not even a columnist had guessed it.: [490, 987, 633, 1061]
dateline: (By Telegraph—Press Association—Copyright) (Received This Day, 11.35 a.m.) OTTAWA, May 19.: [33, 149, 168, 172]
headline: REVISION URGED: [186, 710, 322, 728]
headline: ROYAL SOCIETY: [50, 1026, 151, 1041]
paragraph: Commentators believe that von Manstein's army has suffered very heavy losses of men and material during the eleven-day battle for the peninsula and that a considerable reorganisation will be necessary before any attempt can be made to cross the Kerch Strait to the Caucasus.: [182, 449, 326, 506]
footnote: Much of the cable news on this page is to be regarded as appearing in "The Times," and is subject to the Press Association's copyright, and New Zealand rights are reserved. The opinions are not those of "The Times" unless expressly stated to be so.: [643, 1298, 787, 1339]
